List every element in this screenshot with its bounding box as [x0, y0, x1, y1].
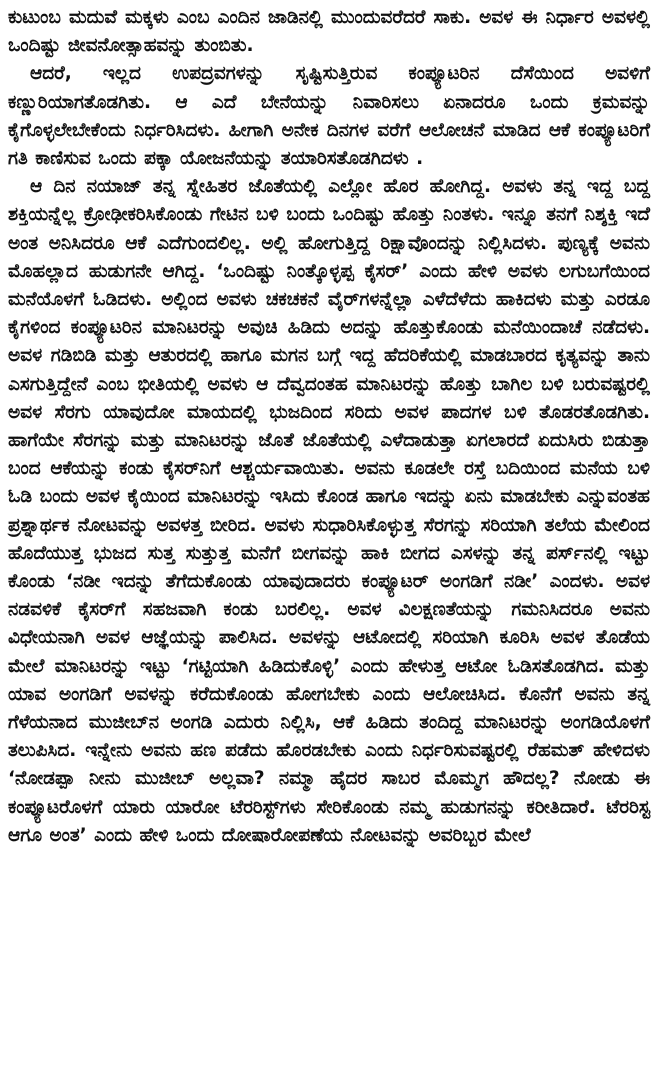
paragraph-2: ಆದರೆ, ಇಲ್ಲದ ಉಪದ್ರವಗಳನ್ನು ಸೃಷ್ಟಿಸುತ್ತಿರುವ ಕಂಪ್ಯೂಟರಿನ ದೆಸೆಯಿಂದ ಅವಳಿಗೆ ಕಣ್ಣುರಿಯಾಗತೊಡಗಿತು. ಆ ಎದೆ ಬೇನೆಯನ್ನು ನಿವಾರಿಸಲು ಏನಾದರೂ ಒಂದು ಕ್ರಮವನ್ನು ಕೈಗೊಳ್ಳಲೇಬೇಕೆಂದು ನಿರ್ಧರಿಸಿದಳು. ಹೀಗಾಗಿ ಅನೇಕ ದಿನಗಳ ವರೆಗೆ ಆಲೋಚನೆ ಮಾಡಿದ ಆಕೆ ಕಂಪ್ಯೂಟರಿಗೆ ಗತಿ ಕಾಣಿಸುವ ಒಂದು ಪಕ್ಕಾ ಯೋಜನೆಯನ್ನು ತಯಾರಿಸತೊಡಗಿದಳು .	[8, 63, 650, 170]
paragraph-3: ಆ ದಿನ ನಯಾಜ್ ತನ್ನ ಸ್ನೇಹಿತರ ಜೊತೆಯಲ್ಲಿ ಎಲ್ಲೋ ಹೊರ ಹೋಗಿದ್ದ. ಅವಳು ತನ್ನ ಇದ್ದ ಬದ್ದ ಶಕ್ತಿಯನ್ನೆಲ್ಲ ಕ್ರೋಢೀಕರಿಸಿಕೊಂಡು ಗೇಟಿನ ಬಳಿ ಬಂದು ಒಂದಿಷ್ಟು ಹೊತ್ತು ನಿಂತಳು. ಇನ್ನೂ ತನಗೆ ನಿಶ್ಶಕ್ತಿ ಇದೆ ಅಂತ ಅನಿಸಿದರೂ ಆಕೆ ಎದೆಗುಂದಲಿಲ್ಲ. ಅಲ್ಲಿ ಹೋಗುತ್ತಿದ್ದ ರಿಕ್ಷಾವೊಂದನ್ನು ನಿಲ್ಲಿಸಿದಳು. ಪುಣ್ಯಕ್ಕೆ ಅವನು ಮೊಹಲ್ಲಾದ ಹುಡುಗನೇ ಆಗಿದ್ದ. ‘ಒಂದಿಷ್ಟು ನಿಂತ್ಕೊಳ್ಳಪ್ಪ ಕೈಸರ್’ ಎಂದು ಹೇಳಿ ಅವಳು ಲಗುಬಗೆಯಿಂದ ಮನೆಯೊಳಗೆ ಓಡಿದಳು. ಅಲ್ಲಿಂದ ಅವಳು ಚಕಚಕನೆ ವೈರ್‌ಗಳನ್ನೆಲ್ಲಾ ಎಳೆದೆಳೆದು ಹಾಕಿದಳು ಮತ್ತು ಎರಡೂ ಕೈಗಳಿಂದ ಕಂಪ್ಯೂಟರಿನ ಮಾನಿಟರನ್ನು ಅವುಚಿ ಹಿಡಿದು ಅದನ್ನು ಹೊತ್ತುಕೊಂಡು ಮನೆಯಿಂದಾಚೆ ನಡೆದಳು. ಅವಳ ಗಡಿಬಿಡಿ ಮತ್ತು ಆತುರದಲ್ಲಿ ಹಾಗೂ ಮಗನ ಬಗ್ಗೆ ಇದ್ದ ಹೆದರಿಕೆಯಲ್ಲಿ ಮಾಡಬಾರದ ಕೃತ್ಯವನ್ನು ತಾನು ಎಸಗುತ್ತಿದ್ದೇನೆ ಎಂಬ ಭೀತಿಯಲ್ಲಿ ಅವಳು ಆ ದೆವ್ವದಂತಹ ಮಾನಿಟರನ್ನು ಹೊತ್ತು ಬಾಗಿಲ ಬಳಿ ಬರುವಷ್ಟರಲ್ಲಿ ಅವಳ ಸೆರಗು ಯಾವುದೋ ಮಾಯದಲ್ಲಿ ಭುಜದಿಂದ ಸರಿದು ಅವಳ ಪಾದಗಳ ಬಳಿ ತೊಡರತೊಡಗಿತು. ಹಾಗೆಯೇ ಸೆರಗನ್ನು ಮತ್ತು ಮಾನಿಟರನ್ನು ಜೊತೆ ಜೊತೆಯಲ್ಲಿ ಎಳೆದಾಡುತ್ತಾ ಏಗಲಾರದೆ ಏದುಸಿರು ಬಿಡುತ್ತಾ ಬಂದ ಆಕೆಯನ್ನು ಕಂಡು ಕೈಸರ್‌ನಿಗೆ ಆಶ್ಚರ್ಯವಾಯಿತು. ಅವನು ಕೂಡಲೇ ರಸ್ತೆ ಬದಿಯಿಂದ ಮನೆಯ ಬಳಿ ಓಡಿ ಬಂದು ಅವಳ ಕೈಯಿಂದ ಮಾನಿಟರನ್ನು ಇಸಿದು ಕೊಂಡ ಹಾಗೂ ಇದನ್ನು ಏನು ಮಾಡಬೇಕು ಎನ್ನುವಂತಹ ಪ್ರಶ್ನಾರ್ಥಕ ನೋಟವನ್ನು ಅವಳತ್ತ ಬೀರಿದ. ಅವಳು ಸುಧಾರಿಸಿಕೊಳ್ಳುತ್ತ ಸೆರಗನ್ನು ಸರಿಯಾಗಿ ತಲೆಯ ಮೇಲಿಂದ ಹೊದೆಯುತ್ತ ಭುಜದ ಸುತ್ತ ಸುತ್ತುತ್ತ ಮನೆಗೆ ಬೀಗವನ್ನು ಹಾಕಿ ಬೀಗದ ಎಸಳನ್ನು ತನ್ನ ಪರ್ಸ್‌ನಲ್ಲಿ ಇಟ್ಟು ಕೊಂಡು ‘ನಡೀ ಇದನ್ನು ತೆಗೆದುಕೊಂಡು ಯಾವುದಾದರು ಕಂಪ್ಯೂಟರ್ ಅಂಗಡಿಗೆ ನಡೀ’ ಎಂದಳು. ಅವಳ ನಡವಳಿಕೆ ಕೈಸರ್‌ಗೆ ಸಹಜವಾಗಿ ಕಂಡು ಬರಲಿಲ್ಲ. ಅವಳ ವಿಲಕ್ಷಣತೆಯನ್ನು ಗಮನಿಸಿದರೂ ಅವನು ವಿಧೇಯನಾಗಿ ಅವಳ ಆಜ್ಞೆಯನ್ನು ಪಾಲಿಸಿದ. ಅವಳನ್ನು ಆಟೋದಲ್ಲಿ ಸರಿಯಾಗಿ ಕೂರಿಸಿ ಅವಳ ತೊಡೆಯ ಮೇಲೆ ಮಾನಿಟರನ್ನು ಇಟ್ಟು ‘ಗಟ್ಟಿಯಾಗಿ ಹಿಡಿದುಕೊಳ್ಳಿ’ ಎಂದು ಹೇಳುತ್ತ ಆಟೋ ಓಡಿಸತೊಡಗಿದ. ಮತ್ತು ಯಾವ ಅಂಗಡಿಗೆ ಅವಳನ್ನು ಕರೆದುಕೊಂಡು ಹೋಗಬೇಕು ಎಂದು ಆಲೋಚಿಸಿದ. ಕೊನೆಗೆ ಅವನು ತನ್ನ ಗೆಳೆಯನಾದ ಮುಜೀಬ್‌ನ ಅಂಗಡಿ ಎದುರು ನಿಲ್ಲಿಸಿ, ಆಕೆ ಹಿಡಿದು ತಂದಿದ್ದ ಮಾನಿಟರನ್ನು ಅಂಗಡಿಯೊಳಗೆ ತಲುಪಿಸಿದ. ಇನ್ನೇನು ಅವನು ಹಣ ಪಡೆದು ಹೊರಡಬೇಕು ಎಂದು ನಿರ್ಧರಿಸುವಷ್ಟರಲ್ಲಿ ರೆಹಮತ್ ಹೇಳಿದಳು ‘ನೋಡಪ್ಪಾ ನೀನು ಮುಜೀಬ್ ಅಲ್ಲವಾ? ನಮ್ಮಾ ಹೈದರ ಸಾಬರ ಮೊಮ್ಮಗ ಹೌದಲ್ಲ? ನೋಡು ಈ ಕಂಪ್ಯೂಟರೊಳಗೆ ಯಾರು ಯಾರೋ ಟೆರರಿಸ್ಟ್‌ಗಳು ಸೇರಿಕೊಂಡು ನಮ್ಮ ಹುಡುಗನನ್ನು ಕರೀತಿದಾರೆ. ಟೆರರಿಸ್ಟ ಆಗೂ ಅಂತ’ ಎಂದು ಹೇಳಿ ಒಂದು ದೋಷಾರೋಪಣೆಯ ನೋಟವನ್ನು ಅವರಿಬ್ಬರ ಮೇಲೆ	[8, 176, 650, 846]
paragraph-1: ಕುಟುಂಬ ಮದುವೆ ಮಕ್ಕಳು ಎಂಬ ಎಂದಿನ ಜಾಡಿನಲ್ಲಿ ಮುಂದುವರೆದರೆ ಸಾಕು. ಅವಳ ಈ ನಿರ್ಧಾರ ಅವಳಲ್ಲಿ ಒಂದಿಷ್ಟು ಜೀವನೋತ್ಸಾಹವನ್ನು ತುಂಬಿತು.	[8, 7, 650, 57]
